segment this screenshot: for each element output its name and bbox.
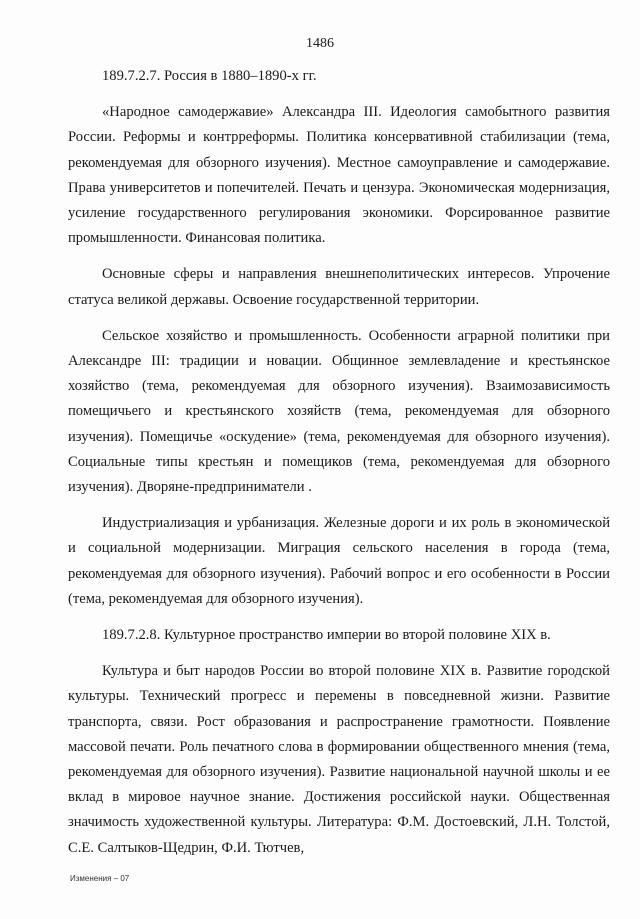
paragraph-industrialization: Индустриализация и урбанизация. Железные дороги и их роль в экономической и социальной модернизации. Миграция сельского населения в города (тема, рекомендуемая для обзорного изучения). Рабочий вопрос и его особенности в России (тема, рекомендуемая для обзорного изучения). — [68, 515, 610, 607]
paragraph-ideology: «Народное самодержавие» Александра III. Идеология самобытного развития России. Реформы и контрреформы. Политика консервативной стабилизации (тема, рекомендуемая для обзорного изучения). Местное самоуправление и самодержавие. Права университетов и попечителей. Печать и цензура. Экономическая модернизация, усиление государственного регулирования экономики. Форсированное развитие промышленности. Финансовая политика. — [68, 104, 610, 247]
paragraph-agriculture: Сельское хозяйство и промышленность. Особенности аграрной политики при Александре III: традиции и новации. Общинное землевладение и крестьянское хозяйство (тема, рекомендуемая для обзорного изучения). Взаимозависимость помещичьего и крестьянского хозяйств (тема, рекомендуемая для обзорного изучения). Помещичье «оскудение» (тема, рекомендуемая для обзорного изучения). Социальные типы крестьян и помещиков (тема, рекомендуемая для обзорного изучения). Дворяне-предприниматели . — [68, 327, 610, 496]
section-heading-189-7-2-7: 189.7.2.7. Россия в 1880–1890-х гг. — [102, 68, 317, 84]
page-number: 1486 — [306, 36, 334, 51]
document-body — [68, 64, 610, 872]
paragraph-foreign-policy: Основные сферы и направления внешнеполитических интересов. Упрочение статуса великой державы. Освоение государственной территории. — [68, 266, 610, 308]
page-footer: Изменения – 07 — [70, 874, 130, 883]
paragraph-culture: Культура и быт народов России во второй половине XIX в. Развитие городской культуры. Технический прогресс и перемены в повседневной жизни. Развитие транспорта, связи. Рост образования и распространение грамотности. Появление массовой печати. Роль печатного слова в формировании общественного мнения (тема, рекомендуемая для обзорного изучения). Развитие национальной научной школы и ее вклад в мировое научное знание. Достижения российской науки. Общественная значимость художественной культуры. Литература: Ф.М. Достоевский, Л.Н. Толстой, С.Е. Салтыков-Щедрин, Ф.И. Тютчев, — [68, 663, 610, 856]
section-heading-189-7-2-8: 189.7.2.8. Культурное пространство империи во второй половине XIX в. — [102, 627, 551, 644]
